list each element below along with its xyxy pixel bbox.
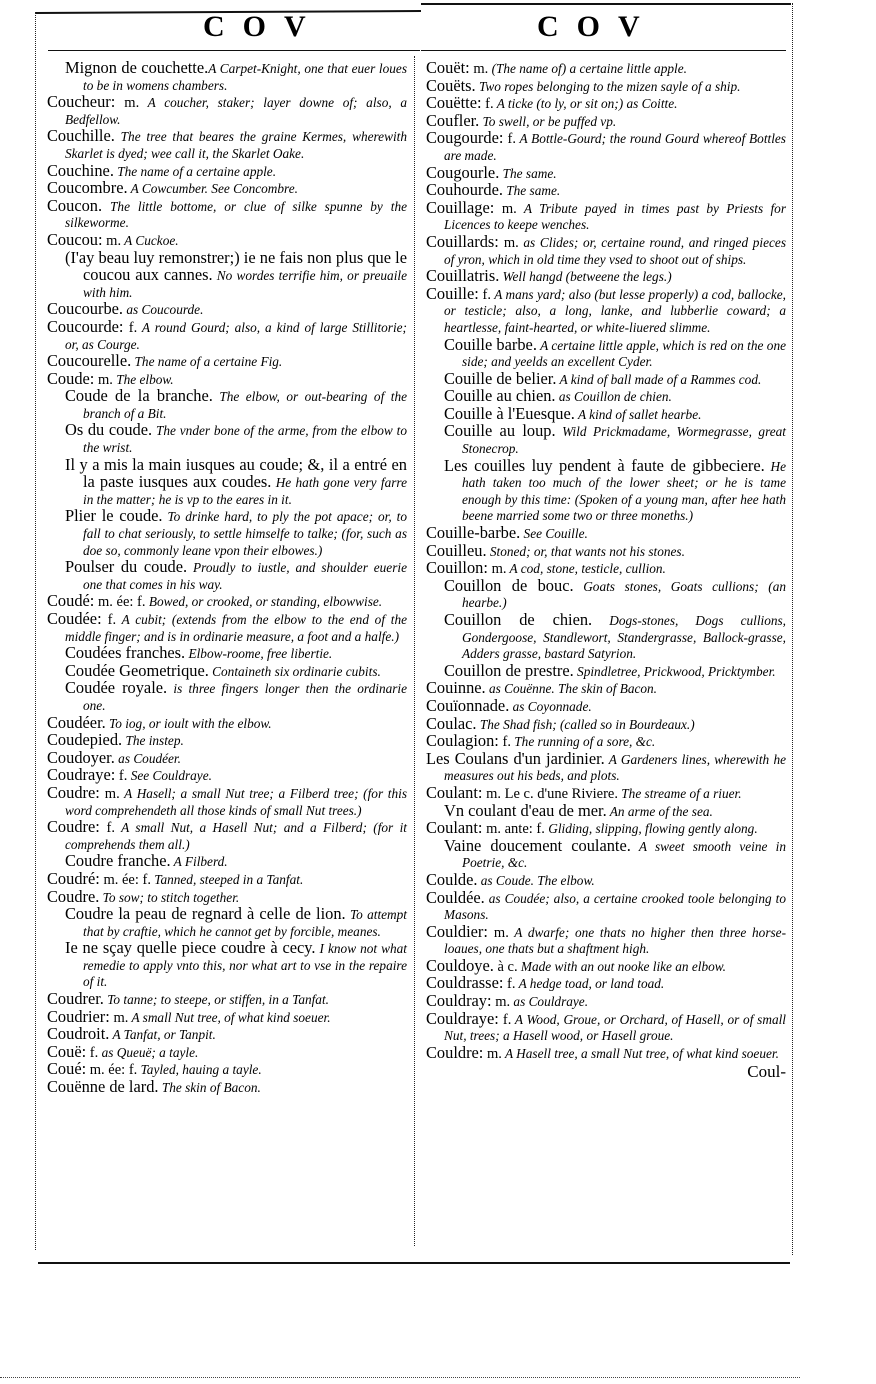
headword: Couchine. xyxy=(47,160,114,180)
dictionary-entry xyxy=(47,316,407,353)
entry-text xyxy=(65,940,407,991)
entry-text xyxy=(444,800,786,821)
entry-text xyxy=(426,130,786,164)
grammar-note: m. ée: f. xyxy=(86,1062,138,1079)
translation: A Cowcumber. See Concombre. xyxy=(127,181,298,197)
translation: Containeth six ordinarie cubits. xyxy=(208,663,381,679)
headword: Couillon: xyxy=(426,558,488,578)
running-header-left: COV xyxy=(203,10,324,43)
entry-text xyxy=(47,782,408,819)
headword: Coulant: xyxy=(426,782,483,802)
grammar-note: m. ée: f. xyxy=(94,594,146,611)
entry-text xyxy=(426,95,786,113)
translation: (The name of) a certaine little apple. xyxy=(488,61,687,76)
translation: A kind of sallet hearbe. xyxy=(574,406,702,422)
headword: Coudéer. xyxy=(47,712,106,732)
translation: Gliding, slipping, flowing gently along. xyxy=(544,821,758,837)
grammar-note: m. xyxy=(487,924,509,941)
headword: Couëtte: xyxy=(426,93,482,113)
dictionary-entry xyxy=(426,95,786,113)
translation: as Coude. The elbow. xyxy=(477,872,595,888)
entry-text xyxy=(47,195,407,232)
headword: Coulant: xyxy=(426,818,483,838)
headword: Coucon. xyxy=(47,195,103,215)
entry-text xyxy=(65,454,407,509)
entry-text xyxy=(426,231,786,268)
headword: Couïonnade. xyxy=(426,695,510,715)
translation: A Tribute payed in times past by Priests for Licences to keepe wenches. xyxy=(444,200,786,233)
entry-text xyxy=(426,748,787,785)
headword: Couillon de chien. xyxy=(444,610,593,629)
dictionary-entry xyxy=(47,1041,407,1062)
page-frame-left xyxy=(35,12,37,1250)
dictionary-entry xyxy=(426,748,787,785)
entry-text xyxy=(65,388,407,422)
entry-text xyxy=(426,283,786,337)
grammar-note: f. xyxy=(503,976,516,993)
translation: A hedge toad, or land toad. xyxy=(515,976,665,992)
dictionary-entry xyxy=(47,1026,407,1044)
headword: Couille au chien. xyxy=(444,386,556,406)
entry-text xyxy=(444,575,786,612)
translation: Elbow-roome, free libertie. xyxy=(185,646,333,662)
translation: as Clides; or, certaine round, and ringed pieces of yron, which in old time they vsed to shoot out of ships. xyxy=(444,234,786,267)
headword: Coucourelle. xyxy=(47,351,132,371)
translation: The name of a certaine apple. xyxy=(113,163,277,179)
headword: Couille-barbe. xyxy=(426,523,521,543)
headword: Coudé: xyxy=(47,591,95,611)
entry-text xyxy=(426,268,786,286)
entry-text xyxy=(47,767,407,785)
translation: The elbow. xyxy=(112,371,174,387)
translation: I know not what remedie to apply vnto this, nor what art to vse in the repaire of it. xyxy=(83,941,407,990)
translation: A Hasell; a small Nut tree; a Filberd tree; (for this word comprehendeth all those kinds of small Nut trees.) xyxy=(65,785,408,818)
translation: Well hangd (betweene the legs.) xyxy=(499,269,672,285)
translation: A Filberd. xyxy=(170,854,228,870)
headword: Coué: xyxy=(47,1059,87,1079)
translation: Wild Prickmadame, Wormegrasse, great Stonecrop. xyxy=(462,424,786,457)
headword: Coudrier: xyxy=(47,1006,110,1026)
sub-entry xyxy=(47,906,407,940)
translation: A Tanfat, or Tanpit. xyxy=(109,1027,216,1043)
grammar-note: f. xyxy=(115,768,128,785)
headword: Coudre: xyxy=(47,817,100,837)
left-column xyxy=(47,60,407,1097)
translation: A certaine little apple, which is red on the one side; and yeelds an excellent Cyder. xyxy=(462,337,786,370)
headword: Ie ne sçay quelle piece coudre à cecy. xyxy=(65,938,316,958)
grammar-note: m. xyxy=(494,200,517,217)
translation: To tanne; to steepe, or stiffen, in a Tanfat. xyxy=(103,992,329,1008)
entry-text xyxy=(426,60,786,78)
translation: as Coudée; also, a certaine crooked toole belonging to Masons. xyxy=(444,890,786,923)
entry-text xyxy=(65,559,407,593)
headword: Couldrasse: xyxy=(426,973,504,993)
headword: Coudré: xyxy=(47,868,100,888)
entry-text xyxy=(444,455,786,525)
entry-text xyxy=(47,1041,407,1062)
translation: The same. xyxy=(499,165,557,181)
translation: To attempt that by craftie, which he cannot get by forcible, meanes. xyxy=(83,907,407,939)
grammar-note: f. xyxy=(498,734,511,751)
dictionary-entry xyxy=(47,195,407,232)
entry-text xyxy=(47,819,407,853)
translation: A round Gourd; also, a kind of large Stillitorie; or, as Courge. xyxy=(65,319,407,352)
headword: Coucourde: xyxy=(47,316,124,336)
headword: Mignon de couchette. xyxy=(65,58,209,77)
sub-entry xyxy=(47,680,407,714)
sub-entry xyxy=(47,853,407,871)
headword: Coucou: xyxy=(47,229,103,249)
translation: The little bottome, or clue of silke spunne by the silkeworme. xyxy=(65,198,407,231)
translation: Made with an out nooke like an elbow. xyxy=(517,958,726,974)
translation: A mans yard; also (but lesse properly) a cod, ballocke, or testicle; also, a long, lanke, and lubberlie coward; a heartlesse, faint-hearted, or white-liuered slimme. xyxy=(444,286,786,335)
dictionary-entry xyxy=(426,60,786,78)
translation: A small Nut tree, of what kind soeuer. xyxy=(128,1009,331,1025)
grammar-note: f. xyxy=(503,131,516,148)
dictionary-entry xyxy=(47,767,407,785)
translation: A small Nut, a Hasell Nut; and a Filberd; (for it comprehends them all.) xyxy=(65,820,407,852)
header-rule-left xyxy=(48,50,420,51)
entry-text xyxy=(426,887,786,924)
translation: is three fingers longer then the ordinarie one. xyxy=(83,681,408,713)
translation: See Couille. xyxy=(520,526,588,542)
headword: Couillon de prestre. xyxy=(444,660,574,680)
translation: A Carpet-Knight, one that euer loues to be in womens chambers. xyxy=(83,61,407,93)
grammar-note: m. Le c. d'une Riviere. xyxy=(482,785,618,802)
sub-entry xyxy=(47,940,407,991)
translation: as Coyonnade. xyxy=(509,698,592,714)
headword: Vn coulant d'eau de mer. xyxy=(444,800,607,820)
dictionary-entry xyxy=(426,695,786,716)
running-header-right: COV xyxy=(537,10,658,43)
headword: Il y a mis la main iusques au coude; &, il a entré en la paste iusques aux coudes. xyxy=(65,454,407,492)
headword: Les couilles luy pendent à faute de gibbeciere. xyxy=(444,455,765,475)
grammar-note: m. xyxy=(94,371,113,388)
grammar-note: f. xyxy=(99,820,115,837)
dictionary-entry xyxy=(426,130,786,164)
entry-text xyxy=(47,128,407,162)
headword: Poulser du coude. xyxy=(65,557,188,577)
dictionary-entry xyxy=(47,128,407,162)
headword: Couldraye: xyxy=(426,1008,499,1028)
headword: Couillage: xyxy=(426,197,495,217)
translation: He hath gone very farre in the matter; he is vp to the eares in it. xyxy=(83,475,407,507)
grammar-note: m. xyxy=(498,234,519,251)
headword: Coudroit. xyxy=(47,1024,110,1044)
dictionary-entry xyxy=(47,611,407,645)
translation: as Couldraye. xyxy=(510,994,589,1010)
headword: Couënne de lard. xyxy=(47,1077,159,1097)
headword: Coulac. xyxy=(426,713,477,733)
headword: Coufler. xyxy=(426,110,480,130)
headword: Coucheur: xyxy=(47,92,116,112)
sub-entry xyxy=(47,422,407,456)
translation: A kind of ball made of a Rammes cod. xyxy=(556,371,762,387)
top-rule-right xyxy=(421,3,791,5)
grammar-note: à c. xyxy=(493,958,518,975)
bottom-rule xyxy=(38,1262,790,1264)
translation: He hath taken too much of the lower sheet; or he is tame enough by this time: (Spoken of a young man, after hee hath beene married some two or three moneths.) xyxy=(462,458,786,524)
translation: A Wood, Groue, or Orchard, of Hasell, or of small Nut, trees; a Hasell wood, or Hasell groue. xyxy=(444,1011,786,1044)
headword: Couille au loup. xyxy=(444,421,556,441)
translation: as Couillon de chien. xyxy=(555,389,672,405)
entry-text xyxy=(47,94,407,128)
entry-text xyxy=(47,353,407,371)
entry-text xyxy=(65,422,407,456)
translation: as Coudéer. xyxy=(114,750,181,766)
translation: A Gardeners lines, wherewith he measures out his beds, and plots. xyxy=(444,751,787,784)
translation: Tayled, hauing a tayle. xyxy=(137,1062,262,1078)
sub-entry xyxy=(47,60,407,94)
translation: The elbow, or out-bearing of the branch of a Bit. xyxy=(83,389,407,421)
entry-text xyxy=(65,60,407,94)
grammar-note: m. xyxy=(469,61,489,77)
translation: The same. xyxy=(502,183,561,199)
headword: Couë: xyxy=(47,1041,87,1061)
translation: The running of a sore, &c. xyxy=(510,734,656,750)
headword: Couldoye. xyxy=(426,955,494,975)
grammar-note: f. xyxy=(101,612,117,628)
entry-text xyxy=(444,612,786,663)
grammar-note: m. xyxy=(115,95,140,112)
headword: Couldre: xyxy=(426,1042,484,1062)
grammar-note: f. xyxy=(123,319,138,336)
grammar-note: m. xyxy=(99,785,120,802)
sub-entry xyxy=(426,575,786,612)
headword: Couille de belier. xyxy=(444,368,557,388)
headword: Couldée. xyxy=(426,887,485,907)
translation: Proudly to iustle, and shoulder euerie one that comes in his way. xyxy=(83,560,407,592)
headword: Couldier: xyxy=(426,921,488,941)
entry-text xyxy=(65,247,407,302)
translation: A ticke (to ly, or sit on;) as Coitte. xyxy=(493,96,678,112)
headword: Coudre: xyxy=(47,782,100,802)
headword: Coudée royale. xyxy=(65,678,168,698)
headword: Coudre franche. xyxy=(65,851,171,871)
headword: Couille à l'Euesque. xyxy=(444,403,575,423)
translation: The skin of Bacon. xyxy=(158,1080,261,1096)
headword: Coudepied. xyxy=(47,730,123,750)
sub-entry xyxy=(47,559,407,593)
headword: Coudre la peau de regnard à celle de lion. xyxy=(65,904,346,924)
dictionary-entry xyxy=(426,268,786,286)
translation: Goats stones, Goats cullions; (an hearbe.) xyxy=(462,578,786,611)
entry-text xyxy=(47,1026,407,1044)
grammar-note: f. xyxy=(481,96,494,113)
headword: Coudée: xyxy=(47,609,102,628)
headword: Couillatris. xyxy=(426,266,500,286)
headword: Couillards: xyxy=(426,231,499,251)
entry-text xyxy=(65,853,407,871)
translation: The tree that beares the graine Kermes, wherewith Skarlet is dyed; wee call it, the Skarlet Oake. xyxy=(65,129,407,161)
headword: Coudées franches. xyxy=(65,643,186,663)
headword: Couillon de bouc. xyxy=(444,575,574,595)
page-frame-right xyxy=(792,3,794,1255)
dictionary-entry xyxy=(47,1079,407,1097)
sub-entry xyxy=(47,388,407,422)
headword: Coucourbe. xyxy=(47,299,124,319)
sub-entry xyxy=(426,455,786,525)
translation: Tanned, steeped in a Tanfat. xyxy=(150,871,304,887)
headword: Couhourde. xyxy=(426,180,503,200)
sub-entry xyxy=(47,508,407,559)
sub-entry xyxy=(426,612,786,663)
entry-text xyxy=(426,1042,786,1063)
translation: A Cuckoe. xyxy=(121,232,179,248)
dictionary-entry xyxy=(47,353,407,371)
column-divider xyxy=(414,56,415,1246)
translation: as Couënne. The skin of Bacon. xyxy=(485,681,658,697)
headword: Cougourde: xyxy=(426,128,504,148)
entry-text xyxy=(444,423,786,457)
dictionary-entry xyxy=(426,1008,786,1045)
headword: Couille barbe. xyxy=(444,334,537,354)
entry-text xyxy=(65,508,407,559)
dictionary-entry xyxy=(426,921,786,958)
translation: Two ropes belonging to the mizen sayle of a ship. xyxy=(475,78,741,94)
sub-entry xyxy=(426,835,786,872)
right-column xyxy=(426,60,786,1081)
headword: Coudoyer. xyxy=(47,747,115,767)
headword: Couille: xyxy=(426,283,479,303)
headword: Coude: xyxy=(47,368,95,388)
translation: A dwarfe; one thats no higher then three horse-loaues, one thats but a shaftment high. xyxy=(444,924,786,957)
dictionary-entry xyxy=(426,887,786,924)
dictionary-entry xyxy=(426,231,786,268)
sub-entry xyxy=(47,247,407,302)
translation: A Hasell tree, a small Nut tree, of what kind soeuer. xyxy=(501,1045,779,1061)
dictionary-entry xyxy=(47,782,408,819)
translation: as Queuë; a tayle. xyxy=(98,1044,199,1060)
headword: Coude de la branche. xyxy=(65,386,213,406)
dictionary-entry xyxy=(47,868,407,889)
translation: To swell, or be puffed vp. xyxy=(479,113,617,129)
translation: Dogs-stones, Dogs cullions, Gondergoose, Standlewort, Standergrasse, Ballock-grasse, Adders grasse, bastard Satyrion. xyxy=(462,613,787,662)
entry-text xyxy=(47,1079,407,1097)
grammar-note: m. xyxy=(483,1045,502,1062)
headword: Os du coude. xyxy=(65,420,153,440)
translation: An arme of the sea. xyxy=(606,803,713,819)
entry-text xyxy=(47,316,407,353)
entry-text xyxy=(426,695,786,716)
translation: The streame of a riuer. xyxy=(617,785,742,801)
headword: Coudre. xyxy=(47,886,100,906)
headword: Coulagion: xyxy=(426,731,499,751)
translation: A Bottle-Gourd; the round Gourd whereof Bottles are made. xyxy=(444,131,786,163)
headword: Coudrer. xyxy=(47,989,104,1009)
sub-entry xyxy=(426,334,786,371)
headword: Les Coulans d'un jardinier. xyxy=(426,748,605,768)
headword: Coudraye: xyxy=(47,765,116,785)
entry-text xyxy=(65,680,407,714)
headword: Coudée Geometrique. xyxy=(65,660,209,680)
headword: Couilleu. xyxy=(426,540,487,560)
dictionary-entry xyxy=(426,197,786,234)
grammar-note: m. xyxy=(487,561,507,578)
grammar-note: m. xyxy=(109,1009,129,1026)
translation: A sweet smooth veine in Poetrie, &c. xyxy=(462,838,786,871)
translation: as Coucourde. xyxy=(123,302,204,318)
translation: The Shad fish; (called so in Bourdeaux.) xyxy=(476,716,695,732)
headword: Coucombre. xyxy=(47,178,128,198)
headword: Coulde. xyxy=(426,869,478,889)
translation: The vnder bone of the arme, from the elbow to the wrist. xyxy=(83,423,407,456)
catchword: Coul- xyxy=(747,1062,786,1082)
translation: Stoned; or, that wants not his stones. xyxy=(486,543,685,559)
grammar-note: m. ée: f. xyxy=(99,871,151,888)
headword: (I'ay beau luy remonstrer;) ie ne fais non plus que le coucou aux cannes. xyxy=(65,247,407,285)
entry-text xyxy=(65,906,407,940)
translation: No wordes terrifie him, or preuaile with him. xyxy=(83,268,407,300)
headword: Couchille. xyxy=(47,126,115,146)
headword: Cougourle. xyxy=(426,162,500,182)
headword: Couët: xyxy=(426,58,470,77)
translation: To iog, or ioult with the elbow. xyxy=(105,715,272,731)
headword: Couëts. xyxy=(426,75,476,95)
translation: To drinke hard, to ply the pot apace; or, to fall to chat seriously, to settle himselfe to talke; (for, such as doe so, commonly leane vpon their elbowes.) xyxy=(83,509,407,558)
entry-text xyxy=(426,1008,786,1045)
headword: Couinne. xyxy=(426,678,486,698)
grammar-note: f. xyxy=(498,1011,512,1028)
entry-text xyxy=(444,334,786,371)
entry-text xyxy=(47,611,407,645)
translation: See Couldraye. xyxy=(127,768,212,784)
headword: Plier le coude. xyxy=(65,506,163,526)
entry-text xyxy=(444,835,786,872)
entry-text xyxy=(444,660,786,681)
dictionary-entry xyxy=(47,94,407,128)
grammar-note: f. xyxy=(86,1044,99,1061)
dictionary-entry xyxy=(426,1042,786,1063)
grammar-note: m. ante: f. xyxy=(482,821,545,838)
translation: Spindletree, Prickwood, Pricktymber. xyxy=(573,663,776,679)
scan-edge-line xyxy=(0,1377,800,1378)
grammar-note: m. xyxy=(102,232,122,249)
entry-text xyxy=(47,868,407,889)
entry-text xyxy=(426,921,786,958)
grammar-note: f. xyxy=(478,286,492,303)
sub-entry xyxy=(426,423,786,457)
dictionary-entry xyxy=(47,819,407,853)
translation: The instep. xyxy=(122,733,184,749)
headword: Couldray: xyxy=(426,991,492,1011)
translation: The name of a certaine Fig. xyxy=(131,354,283,370)
translation: Bowed, or crooked, or standing, elbowwise. xyxy=(145,594,383,610)
dictionary-entry xyxy=(426,283,786,337)
sub-entry xyxy=(47,454,407,509)
translation: A cubit; (extends from the elbow to the end of the middle finger; and is in ordinarie measure, a foot and a halfe.) xyxy=(65,612,407,644)
translation: A coucher, staker; layer downe of; also, a Bedfellow. xyxy=(65,95,408,127)
entry-text xyxy=(426,197,786,234)
grammar-note: m. xyxy=(491,994,511,1011)
header-rule-right xyxy=(421,50,786,51)
headword: Vaine doucement coulante. xyxy=(444,835,631,855)
translation: To sow; to stitch together. xyxy=(99,889,240,905)
translation: A cod, stone, testicle, cullion. xyxy=(506,561,666,577)
